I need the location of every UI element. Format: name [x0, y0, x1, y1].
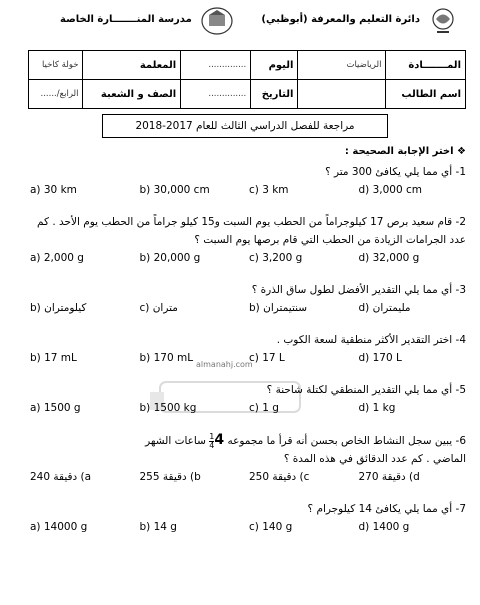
option-a[interactable]: a) 1500 g	[30, 402, 81, 414]
teacher-value: خولة كاخيا	[29, 51, 83, 80]
subject-value: الرياضيات	[298, 51, 386, 80]
question-6-text-a: 6- يبين سجل النشاط الخاص بحسن أنه قرأ ما مجموعه	[227, 435, 466, 447]
option-b-centimeters[interactable]: b) سنتيمتران	[249, 302, 308, 314]
option-b[interactable]: b) 14 g	[139, 521, 177, 533]
question-1-options	[28, 181, 466, 199]
student-name-value[interactable]	[298, 80, 386, 109]
question-3-options	[28, 299, 466, 317]
student-name-label: اسم الطالب	[386, 80, 466, 109]
fraction-numerator: 1	[209, 431, 215, 441]
question-3: 3- أي مما يلي التقدير الأفضل لطول ساق الذرة ؟	[251, 284, 466, 296]
question-7: 7- أي مما يلي يكافئ 14 كيلوجرام ؟	[307, 503, 466, 515]
option-d-millimeters[interactable]: d) مليمتران	[358, 302, 411, 314]
option-b[interactable]: b) 1500 kg	[139, 402, 197, 414]
question-2: 2- قام سعيد برص 17 كيلوجراماً من الحطب يوم السبت و15 كيلو جراماً من الحطب يوم الأحد . كم عدد الجرامات الزيادة من الحطب التي قام برصها يوم السبت ؟	[37, 216, 466, 246]
question-7-options	[28, 518, 466, 536]
subject-label: المـــــــادة	[386, 51, 466, 80]
fraction-denominator: 4	[209, 440, 215, 450]
option-a[interactable]: a) 2,000 g	[30, 252, 84, 264]
question-6	[28, 431, 466, 450]
option-b[interactable]: b) 20,000 g	[139, 252, 201, 264]
option-c[interactable]: c) 140 g	[249, 521, 293, 533]
grade-value: الرابع/......	[29, 80, 83, 109]
question-6-options	[28, 468, 466, 486]
question-2-options	[28, 249, 466, 267]
grade-label: الصف و الشعبة	[83, 80, 181, 109]
option-b[interactable]: b) 30,000 cm	[139, 184, 210, 196]
option-d[interactable]: d) 3,000 cm	[358, 184, 422, 196]
date-value: ..............	[181, 80, 251, 109]
questions-section	[28, 146, 466, 550]
question-6-text-b: ساعات الشهر	[145, 435, 206, 447]
mixed-number-whole: 4	[214, 432, 225, 448]
option-a[interactable]: a) 30 km	[30, 184, 77, 196]
option-a[interactable]: دقيقة 240 (a	[30, 471, 92, 483]
authority-logo-icon	[426, 6, 460, 36]
option-a[interactable]: a) 14000 g	[30, 521, 88, 533]
day-label: اليوم	[251, 51, 298, 80]
question-4: 4- اختر التقدير الأكثر منطقية لسعة الكوب .	[276, 334, 466, 346]
page-header	[0, 4, 480, 46]
option-b-170ml[interactable]: b) 170 mL	[139, 352, 194, 364]
school-logo-icon	[200, 6, 234, 36]
date-label: التاريخ	[251, 80, 298, 109]
authority-name: دائرة التعليم والمعرفة (أبوظبي)	[261, 14, 420, 25]
option-c[interactable]: c) 17 L	[249, 352, 285, 364]
option-d[interactable]: d) 1 kg	[358, 402, 396, 414]
question-4-options	[28, 349, 466, 367]
option-d[interactable]: d) 170 L	[358, 352, 402, 364]
student-info-table	[28, 50, 466, 109]
option-c[interactable]: دقيقة 250 (c	[249, 471, 310, 483]
option-b-kilometers[interactable]: b) كيلومتران	[30, 302, 87, 314]
option-d[interactable]: d) 32,000 g	[358, 252, 420, 264]
question-1: 1- أي مما يلي يكافئ 300 متر ؟	[325, 166, 466, 178]
option-b[interactable]: دقيقة 255 (b	[139, 471, 201, 483]
page-title: مراجعة للفصل الدراسي الثالث للعام 2017-2018	[102, 114, 388, 138]
instruction: ❖ اختر الإجابة الصحيحة :	[344, 146, 466, 157]
option-d[interactable]: دقيقة 270 (d	[358, 471, 420, 483]
question-5: 5- أي مما يلي التقدير المنطقي لكتلة شاحنة ؟	[266, 384, 466, 396]
school-name: مدرسة المنـــــــارة الخاصة	[60, 14, 192, 25]
option-c-meters[interactable]: c) متران	[139, 302, 178, 314]
option-c[interactable]: c) 1 g	[249, 402, 279, 414]
option-b-17ml[interactable]: b) 17 mL	[30, 352, 77, 364]
option-d[interactable]: d) 1400 g	[358, 521, 410, 533]
question-5-options	[28, 399, 466, 417]
question-6-line-2: الماضي . كم عدد الدقائق في هذه المدة ؟	[283, 453, 466, 465]
option-c[interactable]: c) 3 km	[249, 184, 289, 196]
watermark-text: almanahj.com	[196, 360, 253, 369]
option-c[interactable]: c) 3,200 g	[249, 252, 303, 264]
day-value: ..............	[181, 51, 251, 80]
teacher-label: المعلمة	[83, 51, 181, 80]
